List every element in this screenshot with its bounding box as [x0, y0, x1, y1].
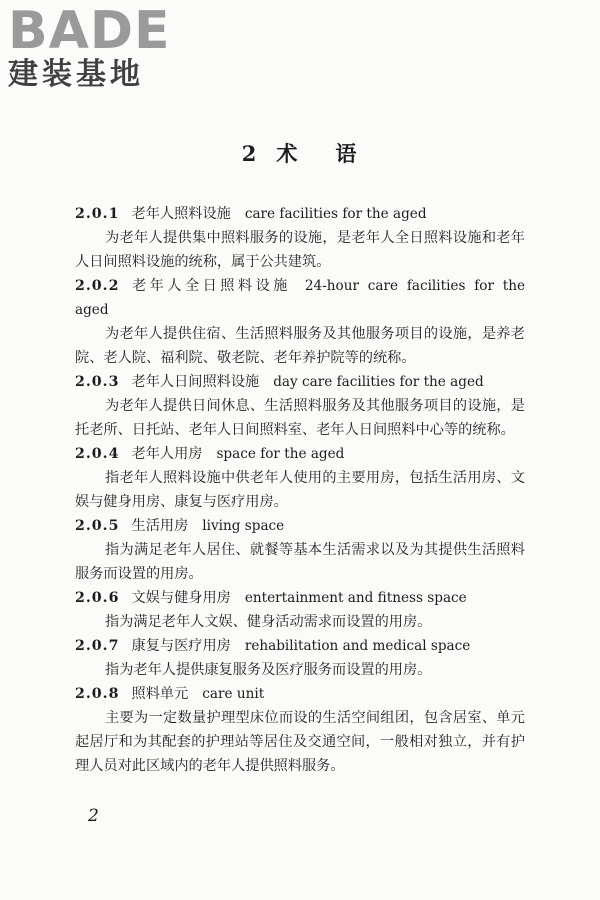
logo-subtitle: 建装基地	[8, 57, 144, 92]
term-english: care facilities for the aged	[244, 206, 427, 222]
clause-number: 2.0.8	[75, 686, 120, 702]
term-definition: 为老年人提供日间休息、生活照料服务及其他服务项目的设施，是托老所、日托站、老年人日间照料室、老年人日间照料中心等的统称。	[75, 398, 525, 438]
term-english: day care facilities for the aged	[273, 374, 484, 390]
chapter-number: 2	[241, 141, 259, 166]
term-english: 24-hour care facilities for the aged	[75, 278, 525, 318]
term-english: entertainment and fitness space	[244, 590, 467, 606]
chapter-title-part2: 语	[335, 141, 359, 166]
term-chinese: 老年人照料设施	[131, 206, 231, 222]
term-entry	[75, 370, 525, 442]
clause-number: 2.0.6	[75, 590, 120, 606]
term-heading	[75, 370, 525, 394]
watermark-logo	[8, 1, 178, 92]
term-chinese: 老年人全日照料设施	[131, 278, 291, 294]
term-entry	[75, 274, 525, 370]
logo-wordmark: BADE	[8, 1, 171, 61]
term-english: rehabilitation and medical space	[244, 638, 471, 654]
term-chinese: 文娱与健身用房	[131, 590, 231, 606]
term-entry	[75, 586, 525, 634]
term-chinese: 老年人日间照料设施	[131, 374, 260, 390]
term-definition: 指为老年人提供康复服务及医疗服务而设置的用房。	[105, 662, 432, 678]
term-entry	[75, 634, 525, 682]
clause-number: 2.0.7	[75, 638, 120, 654]
term-english: living space	[202, 518, 285, 534]
term-definition: 为老年人提供住宿、生活照料服务及其他服务项目的设施，是养老院、老人院、福利院、敬老院、老年养护院等的统称。	[75, 326, 525, 366]
clause-number: 2.0.5	[75, 518, 120, 534]
term-definition: 指为满足老年人居住、就餐等基本生活需求以及为其提供生活照料服务而设置的用房。	[75, 542, 525, 582]
term-definition: 主要为一定数量护理型床位而设的生活空间组团，包含居室、单元起居厅和为其配套的护理站等居住及交通空间，一般相对独立，并有护理人员对此区域内的老年人提供照料服务。	[75, 710, 525, 774]
term-heading	[75, 514, 525, 538]
term-definition: 指为满足老年人文娱、健身活动需求而设置的用房。	[105, 614, 432, 630]
term-heading	[75, 274, 525, 322]
term-chinese: 康复与医疗用房	[131, 638, 231, 654]
term-chinese: 老年人用房	[131, 446, 203, 462]
term-heading	[75, 442, 525, 466]
term-english: space for the aged	[216, 446, 345, 462]
term-entry	[75, 514, 525, 586]
clause-number: 2.0.4	[75, 446, 120, 462]
chapter-title-part1: 术	[276, 141, 300, 166]
term-heading	[75, 586, 525, 610]
term-heading	[75, 202, 525, 226]
term-definition: 为老年人提供集中照料服务的设施，是老年人全日照料设施和老年人日间照料设施的统称，属于公共建筑。	[75, 230, 525, 270]
term-entry	[75, 202, 525, 274]
term-entry	[75, 442, 525, 514]
term-entry	[75, 682, 525, 778]
term-heading	[75, 682, 525, 706]
term-chinese: 照料单元	[131, 686, 189, 702]
chapter-title	[0, 138, 600, 168]
term-heading	[75, 634, 525, 658]
clause-number: 2.0.3	[75, 374, 120, 390]
term-chinese: 生活用房	[131, 518, 189, 534]
terms-list	[75, 202, 525, 778]
clause-number: 2.0.1	[75, 206, 120, 222]
clause-number: 2.0.2	[75, 278, 120, 294]
page-number: 2	[88, 806, 99, 826]
term-english: care unit	[202, 686, 265, 702]
term-definition: 指老年人照料设施中供老年人使用的主要用房，包括生活用房、文娱与健身用房、康复与医疗用房。	[75, 470, 525, 510]
